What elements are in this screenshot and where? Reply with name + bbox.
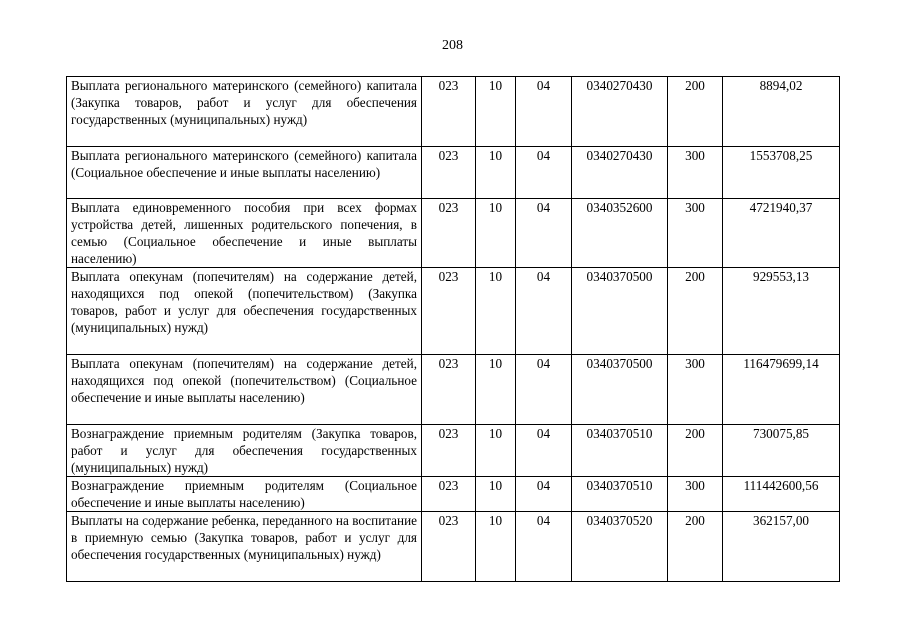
row-target-code: 0340370500 xyxy=(572,355,668,425)
budget-table xyxy=(66,76,840,582)
row-target-code: 0340370500 xyxy=(572,268,668,355)
row-expense-type: 300 xyxy=(668,477,723,512)
row-ministry-code: 023 xyxy=(422,425,476,477)
table-row xyxy=(67,199,840,268)
row-subsection-code: 04 xyxy=(516,425,572,477)
table-row xyxy=(67,512,840,582)
row-ministry-code: 023 xyxy=(422,512,476,582)
row-amount: 111442600,56 xyxy=(723,477,840,512)
row-description: Вознаграждение приемным родителям (Закупка товаров, работ и услуг для обеспечения государственных (муниципальных) нужд) xyxy=(67,425,422,477)
page-number: 208 xyxy=(442,38,463,53)
row-amount: 116479699,14 xyxy=(723,355,840,425)
row-target-code: 0340370510 xyxy=(572,425,668,477)
row-section-code: 10 xyxy=(476,77,516,147)
row-description: Выплата регионального материнского (семейного) капитала (Социальное обеспечение и иные выплаты населению) xyxy=(67,147,422,199)
row-ministry-code: 023 xyxy=(422,355,476,425)
table-row xyxy=(67,355,840,425)
row-ministry-code: 023 xyxy=(422,477,476,512)
row-amount: 8894,02 xyxy=(723,77,840,147)
row-description: Выплата опекунам (попечителям) на содержание детей, находящихся под опекой (попечительством) (Социальное обеспечение и иные выплаты населению) xyxy=(67,355,422,425)
row-amount: 730075,85 xyxy=(723,425,840,477)
row-section-code: 10 xyxy=(476,355,516,425)
row-expense-type: 200 xyxy=(668,425,723,477)
row-target-code: 0340270430 xyxy=(572,147,668,199)
table-row xyxy=(67,77,840,147)
row-subsection-code: 04 xyxy=(516,147,572,199)
row-description: Выплаты на содержание ребенка, переданного на воспитание в приемную семью (Закупка товаров, работ и услуг для обеспечения государственных (муниципальных) нужд) xyxy=(67,512,422,582)
row-ministry-code: 023 xyxy=(422,268,476,355)
table-row xyxy=(67,425,840,477)
row-amount: 362157,00 xyxy=(723,512,840,582)
row-section-code: 10 xyxy=(476,147,516,199)
row-subsection-code: 04 xyxy=(516,477,572,512)
row-subsection-code: 04 xyxy=(516,268,572,355)
row-amount: 4721940,37 xyxy=(723,199,840,268)
row-amount: 1553708,25 xyxy=(723,147,840,199)
row-description: Выплата единовременного пособия при всех формах устройства детей, лишенных родительского попечения, в семью (Социальное обеспечение и иные выплаты населению) xyxy=(67,199,422,268)
row-section-code: 10 xyxy=(476,199,516,268)
row-target-code: 0340370510 xyxy=(572,477,668,512)
row-subsection-code: 04 xyxy=(516,512,572,582)
row-ministry-code: 023 xyxy=(422,199,476,268)
row-expense-type: 200 xyxy=(668,512,723,582)
budget-table-body xyxy=(67,77,840,582)
row-expense-type: 300 xyxy=(668,147,723,199)
table-row xyxy=(67,477,840,512)
row-expense-type: 300 xyxy=(668,355,723,425)
row-subsection-code: 04 xyxy=(516,199,572,268)
row-section-code: 10 xyxy=(476,477,516,512)
table-row xyxy=(67,268,840,355)
row-expense-type: 200 xyxy=(668,77,723,147)
row-expense-type: 200 xyxy=(668,268,723,355)
row-description: Выплата опекунам (попечителям) на содержание детей, находящихся под опекой (попечительством) (Закупка товаров, работ и услуг для обеспечения государственных (муниципальных) нужд) xyxy=(67,268,422,355)
table-row xyxy=(67,147,840,199)
row-target-code: 0340352600 xyxy=(572,199,668,268)
row-amount: 929553,13 xyxy=(723,268,840,355)
row-description: Вознаграждение приемным родителям (Социальное обеспечение и иные выплаты населению) xyxy=(67,477,422,512)
row-ministry-code: 023 xyxy=(422,77,476,147)
row-ministry-code: 023 xyxy=(422,147,476,199)
row-section-code: 10 xyxy=(476,425,516,477)
row-subsection-code: 04 xyxy=(516,77,572,147)
row-description: Выплата регионального материнского (семейного) капитала (Закупка товаров, работ и услуг для обеспечения государственных (муниципальных) нужд) xyxy=(67,77,422,147)
row-subsection-code: 04 xyxy=(516,355,572,425)
row-target-code: 0340370520 xyxy=(572,512,668,582)
row-section-code: 10 xyxy=(476,268,516,355)
row-section-code: 10 xyxy=(476,512,516,582)
row-expense-type: 300 xyxy=(668,199,723,268)
row-target-code: 0340270430 xyxy=(572,77,668,147)
